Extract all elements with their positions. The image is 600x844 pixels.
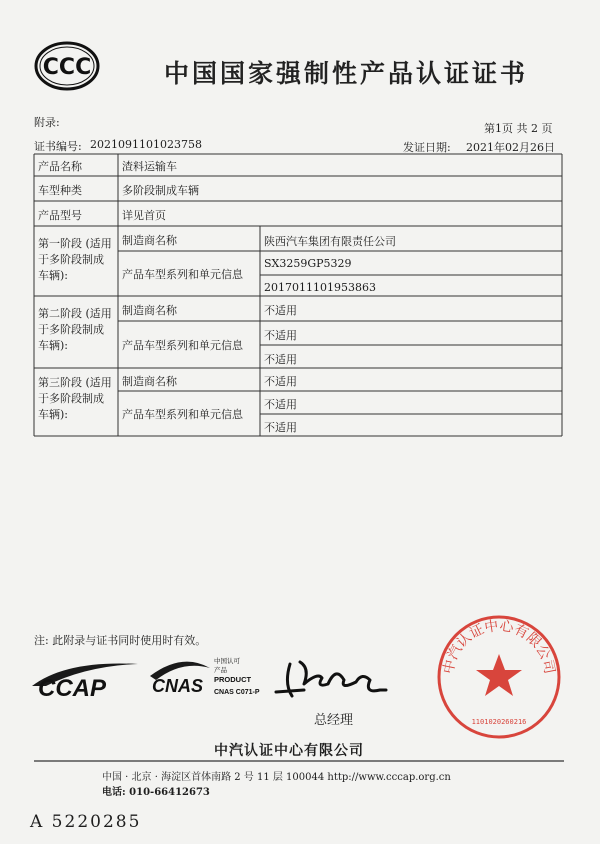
ccc-mark: CCC bbox=[42, 55, 92, 80]
product-model: 详见首页 bbox=[122, 209, 166, 222]
stage-3-model-info-label: 产品车型系列和单元信息 bbox=[122, 408, 243, 421]
stage-1-model-value-2: 2017011101953863 bbox=[264, 281, 376, 294]
cnas-cn-text-2: 产品 bbox=[214, 666, 227, 674]
product-name-label: 产品名称 bbox=[38, 160, 82, 173]
cnas-logo bbox=[148, 654, 266, 702]
seal-text: 中汽认证中心有限公司 bbox=[440, 618, 558, 676]
stage-1-manufacturer-label: 制造商名称 bbox=[122, 234, 177, 247]
stage-3-manufacturer-value: 不适用 bbox=[264, 375, 297, 388]
page-info: 第1页 共 2 页 bbox=[484, 122, 553, 135]
vehicle-type: 多阶段制成车辆 bbox=[122, 184, 199, 197]
stage-3-label: 第三阶段 (适用于多阶段制成车辆): bbox=[38, 376, 112, 421]
stage-3-model-value-2: 不适用 bbox=[264, 421, 297, 434]
issue-date: 2021年02月26日 bbox=[466, 141, 555, 154]
certificate-title: 中国国家强制性产品认证证书 bbox=[164, 59, 529, 88]
signature bbox=[270, 654, 390, 704]
company-seal bbox=[434, 612, 564, 742]
cnas-product-text: PRODUCT bbox=[214, 675, 252, 684]
cert-no: 2021091101023758 bbox=[90, 138, 202, 151]
stage-3-manufacturer-label: 制造商名称 bbox=[122, 375, 177, 388]
product-model-label: 产品型号 bbox=[38, 209, 82, 222]
stage-1-model-value-1: SX3259GP5329 bbox=[264, 257, 352, 270]
ccap-mark: CCAP bbox=[38, 675, 107, 702]
issue-date-label: 发证日期: bbox=[403, 141, 451, 154]
seal-star-icon bbox=[476, 654, 522, 696]
stage-2-model-value-1: 不适用 bbox=[264, 329, 297, 342]
stage-2-model-value-2: 不适用 bbox=[264, 353, 297, 366]
seal-number: 1101020260216 bbox=[471, 718, 527, 726]
validity-note: 注: 此附录与证书同时使用时有效。 bbox=[34, 634, 207, 647]
cert-no-label: 证书编号: bbox=[34, 140, 82, 153]
cnas-cn-text-1: 中国认可 bbox=[214, 657, 240, 665]
appendix-label: 附录: bbox=[34, 116, 60, 129]
document-serial: A 5220285 bbox=[30, 812, 142, 832]
stage-2-manufacturer-value: 不适用 bbox=[264, 304, 297, 317]
product-name: 渣料运输车 bbox=[122, 160, 177, 173]
stage-2-manufacturer-label: 制造商名称 bbox=[122, 304, 177, 317]
stage-1-label: 第一阶段 (适用于多阶段制成车辆): bbox=[38, 237, 112, 282]
ccap-logo bbox=[26, 656, 146, 702]
signature-title: 总经理 bbox=[314, 713, 354, 728]
cnas-code-text: CNAS C071-P bbox=[214, 689, 260, 696]
vehicle-type-label: 车型种类 bbox=[38, 184, 82, 197]
stage-3-model-value-1: 不适用 bbox=[264, 398, 297, 411]
company-address: 中国 · 北京 · 海淀区首体南路 2 号 11 层 100044 http://www.cccap.org.cn bbox=[102, 772, 451, 783]
stage-2-model-info-label: 产品车型系列和单元信息 bbox=[122, 339, 243, 352]
cnas-mark: CNAS bbox=[152, 676, 204, 696]
stage-2-label: 第二阶段 (适用于多阶段制成车辆): bbox=[38, 307, 112, 352]
footer-divider bbox=[34, 760, 564, 764]
stage-1-manufacturer-value: 陕西汽车集团有限责任公司 bbox=[264, 235, 396, 248]
company-tel: 电话: 010-66412673 bbox=[102, 787, 210, 798]
stage-1-model-info-label: 产品车型系列和单元信息 bbox=[122, 268, 243, 281]
company-name: 中汽认证中心有限公司 bbox=[214, 743, 364, 759]
